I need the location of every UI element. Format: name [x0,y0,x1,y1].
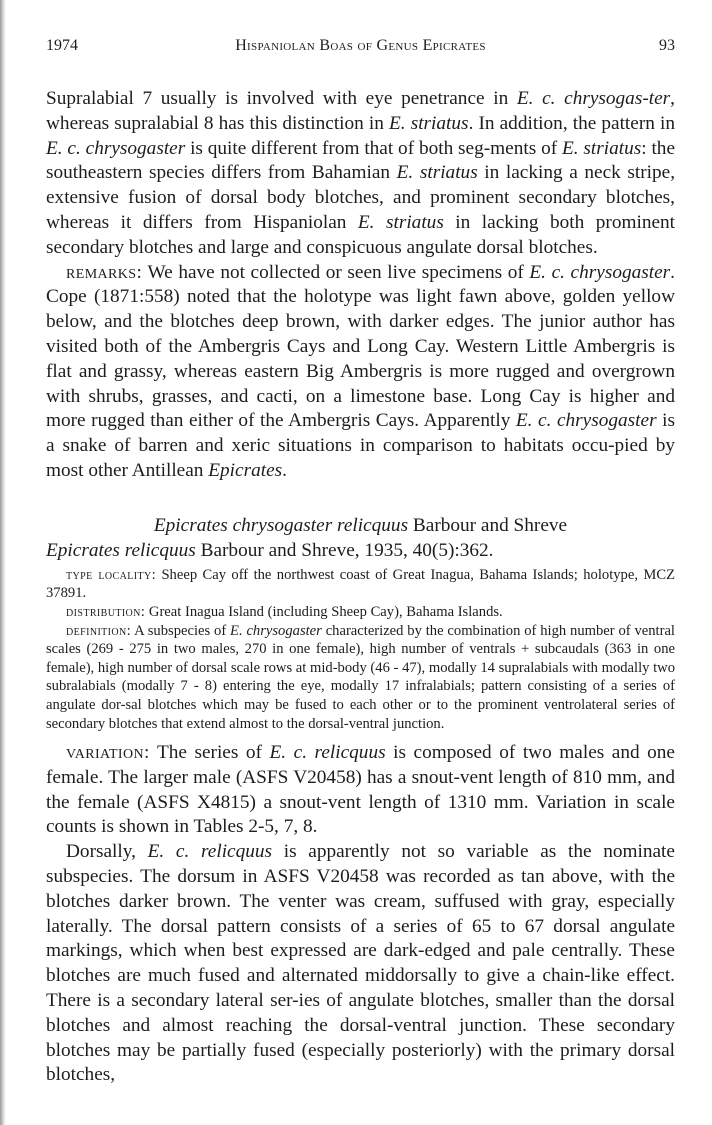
paragraph-dorsal-pattern: Dorsally, E. c. relicquus is apparently not so variable as the nominate subspecies. The dorsum in ASFS V20458 was recorded as tan above, with the blotches darker brown. The venter was cream, suffused with gray, especially laterally. The dorsal pattern consists of a series of 65 to 67 dorsal angulate markings, which when best expressed are dark-edged and pale centrally. These blotches are much fused and alternated middorsally to give a chain-like effect. There is a secondary lateral ser-ies of angulate blotches, smaller than the dorsal blotches and almost reaching the dorsal-ventral junction. These secondary blotches may be partially fused (especially posteriorly) with the primary dorsal blotches, [46,841,675,1086]
synonym-citation: Epicrates relicquus Barbour and Shreve, 1935, 40(5):362. [46,539,494,561]
paragraph-remarks: remarks: We have not collected or seen live specimens of E. c. chrysogaster. Cope (1871:558) noted that the holotype was light fawn above, golden yellow below, and the blotches deep brown, with darker edges. The junior author has visited both of the Ambergris Cays and Long Cay. Western Little Ambergris is flat and grassy, whereas eastern Big Ambergris is more rugged and overgrown with shrubs, grasses, and cacti, on a limestone base. Long Cay is higher and more rugged than either of the Ambergris Cays. Apparently E. c. chrysogaster is a snake of barren and xeric situations in comparison to habitats occu-pied by most other Antillean Epicrates. [46,261,675,481]
remarks-label: remarks: [66,261,143,283]
page-edge-shadow [0,0,6,1125]
paragraph-distribution: distribution: Great Inagua Island (including Sheep Cay), Bahama Islands. [66,603,503,620]
running-header [46,37,675,61]
page-body [46,87,675,1088]
paragraph-type-locality: type locality: Sheep Cay off the northwest coast of Great Inagua, Bahama Islands; holotype, MCZ 37891. [46,566,675,602]
type-locality-label: type locality: [66,566,157,583]
section-heading: Epicrates chrysogaster relicquus Barbour and Shreve [153,514,568,536]
paragraph-comparison: Supralabial 7 usually is involved with eye penetrance in E. c. chrysogas-ter, whereas supralabial 8 has this distinction in E. striatus. In addition, the pattern in E. c. chrysogaster is quite different from that of both seg-ments of E. striatus: the southeastern species differs from Bahamian E. striatus in lacking a neck stripe, extensive fusion of dorsal body blotches, and prominent secondary blotches, whereas it differs from Hispaniolan E. striatus in lacking both prominent secondary blotches and large and conspicuous angulate dorsal blotches. [46,88,676,258]
paragraph-definition: definition: A subspecies of E. chrysogaster characterized by the combination of high number of ventral scales (269 - 275 in two males, 270 in one female), high number of ventrals + subcaudals (363 in one female), high number of dorsal scale rows at mid-body (46 - 47), modally 14 supralabials with modally two subralabials (modally 7 - 8) entering the eye, modally 17 infralabials; pattern consisting of a series of angulate dor-sal blotches which may be fused to each other or to the prominent ventrolateral series of secondary blotches that extend almost to the dorsal-ventral junction. [46,622,675,732]
page-number: 93 [659,37,675,54]
running-title: Hispaniolan Boas of Genus Epicrates [235,37,486,54]
distribution-label: distribution: [66,603,146,620]
paragraph-variation: variation: The series of E. c. relicquus is composed of two males and one female. The larger male (ASFS V20458) has a snout-vent length of 810 mm, and the female (ASFS X4815) a snout-vent length of 1310 mm. Variation in scale counts is shown in Tables 2-5, 7, 8. [46,742,675,838]
header-year: 1974 [46,37,78,54]
variation-label: variation: [66,742,150,764]
definition-label: definition: [66,622,132,639]
